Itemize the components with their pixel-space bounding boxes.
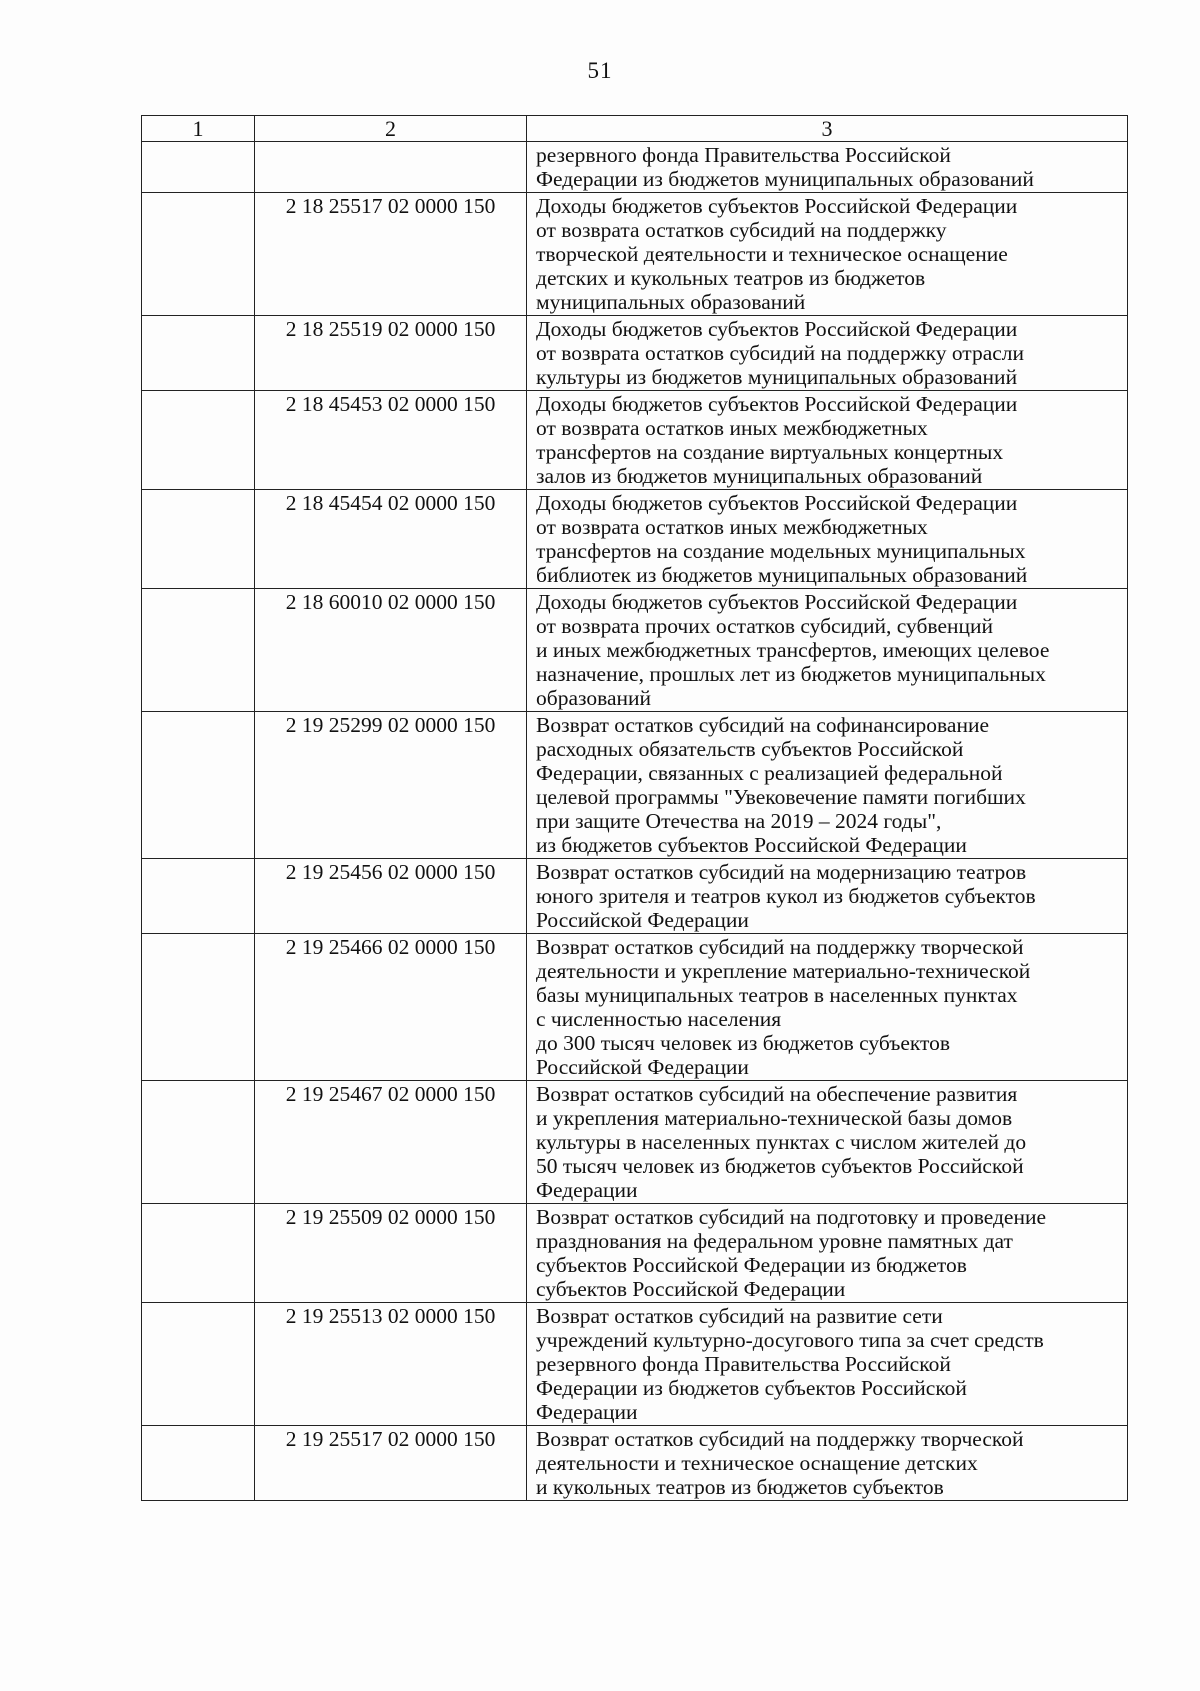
table-row <box>142 193 1128 316</box>
description-line: Возврат остатков субсидий на развитие сети <box>536 1304 943 1328</box>
row-empty-cell <box>142 934 255 1081</box>
description-cell <box>527 193 1128 316</box>
table-row <box>142 316 1128 391</box>
description-line: Возврат остатков субсидий на модернизацию театров <box>536 860 1027 884</box>
page-number: 51 <box>587 58 613 83</box>
budget-code-cell: 2 19 25517 02 0000 150 <box>255 1426 527 1501</box>
column-header-3: 3 <box>527 116 1128 142</box>
budget-code-cell: 2 18 45454 02 0000 150 <box>255 490 527 589</box>
description-line: трансфертов на создание модельных муниципальных <box>536 539 1026 563</box>
description-line: резервного фонда Правительства Российской <box>536 1352 951 1376</box>
description-line: целевой программы "Увековечение памяти погибших <box>536 785 1026 809</box>
description-line: Возврат остатков субсидий на поддержку творческой <box>536 1427 1024 1451</box>
row-empty-cell <box>142 589 255 712</box>
description-line: и иных межбюджетных трансфертов, имеющих целевое <box>536 638 1050 662</box>
description-line: субъектов Российской Федерации из бюджетов <box>536 1253 967 1277</box>
description-line: Федерации из бюджетов муниципальных образований <box>536 167 1034 191</box>
description-line: от возврата прочих остатков субсидий, субвенций <box>536 614 994 638</box>
description-line: учреждений культурно-досугового типа за счет средств <box>536 1328 1044 1352</box>
table-row <box>142 859 1128 934</box>
table-row <box>142 1303 1128 1426</box>
description-line: библиотек из бюджетов муниципальных образований <box>536 563 1028 587</box>
row-empty-cell <box>142 1081 255 1204</box>
description-line: назначение, прошлых лет из бюджетов муниципальных <box>536 662 1046 686</box>
description-line: залов из бюджетов муниципальных образований <box>536 464 983 488</box>
description-line: от возврата остатков иных межбюджетных <box>536 515 928 539</box>
description-line: при защите Отечества на 2019 – 2024 годы", <box>536 809 942 833</box>
table-row <box>142 589 1128 712</box>
description-line: и кукольных театров из бюджетов субъектов <box>536 1475 944 1499</box>
description-cell <box>527 1426 1128 1501</box>
column-header-2: 2 <box>255 116 527 142</box>
row-empty-cell <box>142 1426 255 1501</box>
description-line: Федерации из бюджетов субъектов Российской <box>536 1376 967 1400</box>
description-line: деятельности и техническое оснащение детских <box>536 1451 978 1475</box>
description-cell <box>527 1204 1128 1303</box>
budget-codes-table <box>141 115 1128 1501</box>
description-line: до 300 тысяч человек из бюджетов субъектов <box>536 1031 951 1055</box>
description-line: Федерации <box>536 1178 638 1202</box>
description-cell <box>527 142 1128 193</box>
budget-code-cell: 2 19 25466 02 0000 150 <box>255 934 527 1081</box>
budget-code-cell: 2 19 25509 02 0000 150 <box>255 1204 527 1303</box>
description-line: детских и кукольных театров из бюджетов <box>536 266 926 290</box>
table-body <box>142 142 1128 1501</box>
description-line: Возврат остатков субсидий на софинансирование <box>536 713 990 737</box>
table-row <box>142 934 1128 1081</box>
description-cell <box>527 490 1128 589</box>
description-cell <box>527 391 1128 490</box>
description-line: образований <box>536 686 652 710</box>
description-line: Доходы бюджетов субъектов Российской Федерации <box>536 491 1018 515</box>
description-line: Российской Федерации <box>536 1055 749 1079</box>
description-line: от возврата остатков иных межбюджетных <box>536 416 928 440</box>
column-header-1: 1 <box>142 116 255 142</box>
description-cell <box>527 859 1128 934</box>
description-line: культуры в населенных пунктах с числом жителей до <box>536 1130 1027 1154</box>
row-empty-cell <box>142 712 255 859</box>
budget-code-cell: 2 18 45453 02 0000 150 <box>255 391 527 490</box>
description-line: Возврат остатков субсидий на поддержку творческой <box>536 935 1024 959</box>
table-header-row <box>142 116 1128 142</box>
row-empty-cell <box>142 490 255 589</box>
row-empty-cell <box>142 1303 255 1426</box>
budget-code-cell: 2 18 25517 02 0000 150 <box>255 193 527 316</box>
description-line: субъектов Российской Федерации <box>536 1277 846 1301</box>
description-line: из бюджетов субъектов Российской Федерации <box>536 833 967 857</box>
description-line: творческой деятельности и техническое оснащение <box>536 242 1008 266</box>
row-empty-cell <box>142 316 255 391</box>
row-empty-cell <box>142 193 255 316</box>
description-line: Федерации, связанных с реализацией федеральной <box>536 761 1003 785</box>
budget-code-cell: 2 19 25456 02 0000 150 <box>255 859 527 934</box>
row-empty-cell <box>142 391 255 490</box>
description-cell <box>527 712 1128 859</box>
table-row <box>142 712 1128 859</box>
description-line: Российской Федерации <box>536 908 749 932</box>
description-line: юного зрителя и театров кукол из бюджетов субъектов <box>536 884 1036 908</box>
description-line: Доходы бюджетов субъектов Российской Федерации <box>536 317 1018 341</box>
budget-code-cell: 2 19 25467 02 0000 150 <box>255 1081 527 1204</box>
table-row <box>142 490 1128 589</box>
description-cell <box>527 316 1128 391</box>
description-cell <box>527 589 1128 712</box>
budget-code-cell: 2 19 25299 02 0000 150 <box>255 712 527 859</box>
description-cell <box>527 1303 1128 1426</box>
description-line: празднования на федеральном уровне памятных дат <box>536 1229 1013 1253</box>
description-line: муниципальных образований <box>536 290 806 314</box>
row-empty-cell <box>142 142 255 193</box>
description-line: Возврат остатков субсидий на подготовку и проведение <box>536 1205 1047 1229</box>
description-line: культуры из бюджетов муниципальных образований <box>536 365 1018 389</box>
budget-code-cell: 2 18 60010 02 0000 150 <box>255 589 527 712</box>
table-row <box>142 1204 1128 1303</box>
table-row <box>142 1081 1128 1204</box>
description-line: от возврата остатков субсидий на поддержку <box>536 218 947 242</box>
description-line: Федерации <box>536 1400 638 1424</box>
description-line: деятельности и укрепление материально-технической <box>536 959 1031 983</box>
description-line: Доходы бюджетов субъектов Российской Федерации <box>536 590 1018 614</box>
description-cell <box>527 934 1128 1081</box>
budget-code-cell: 2 18 25519 02 0000 150 <box>255 316 527 391</box>
description-line: трансфертов на создание виртуальных концертных <box>536 440 1004 464</box>
description-line: от возврата остатков субсидий на поддержку отрасли <box>536 341 1025 365</box>
description-line: и укрепления материально-технической базы домов <box>536 1106 1013 1130</box>
description-line: резервного фонда Правительства Российской <box>536 143 951 167</box>
budget-code-cell <box>255 142 527 193</box>
row-empty-cell <box>142 859 255 934</box>
row-empty-cell <box>142 1204 255 1303</box>
budget-code-cell: 2 19 25513 02 0000 150 <box>255 1303 527 1426</box>
description-line: 50 тысяч человек из бюджетов субъектов Российской <box>536 1154 1024 1178</box>
description-line: с численностью населения <box>536 1007 782 1031</box>
table-row <box>142 391 1128 490</box>
description-cell <box>527 1081 1128 1204</box>
description-line: Доходы бюджетов субъектов Российской Федерации <box>536 392 1018 416</box>
description-line: расходных обязательств субъектов Российской <box>536 737 964 761</box>
table-row <box>142 1426 1128 1501</box>
description-line: базы муниципальных театров в населенных пунктах <box>536 983 1018 1007</box>
description-line: Возврат остатков субсидий на обеспечение развития <box>536 1082 1018 1106</box>
table-row <box>142 142 1128 193</box>
description-line: Доходы бюджетов субъектов Российской Федерации <box>536 194 1018 218</box>
